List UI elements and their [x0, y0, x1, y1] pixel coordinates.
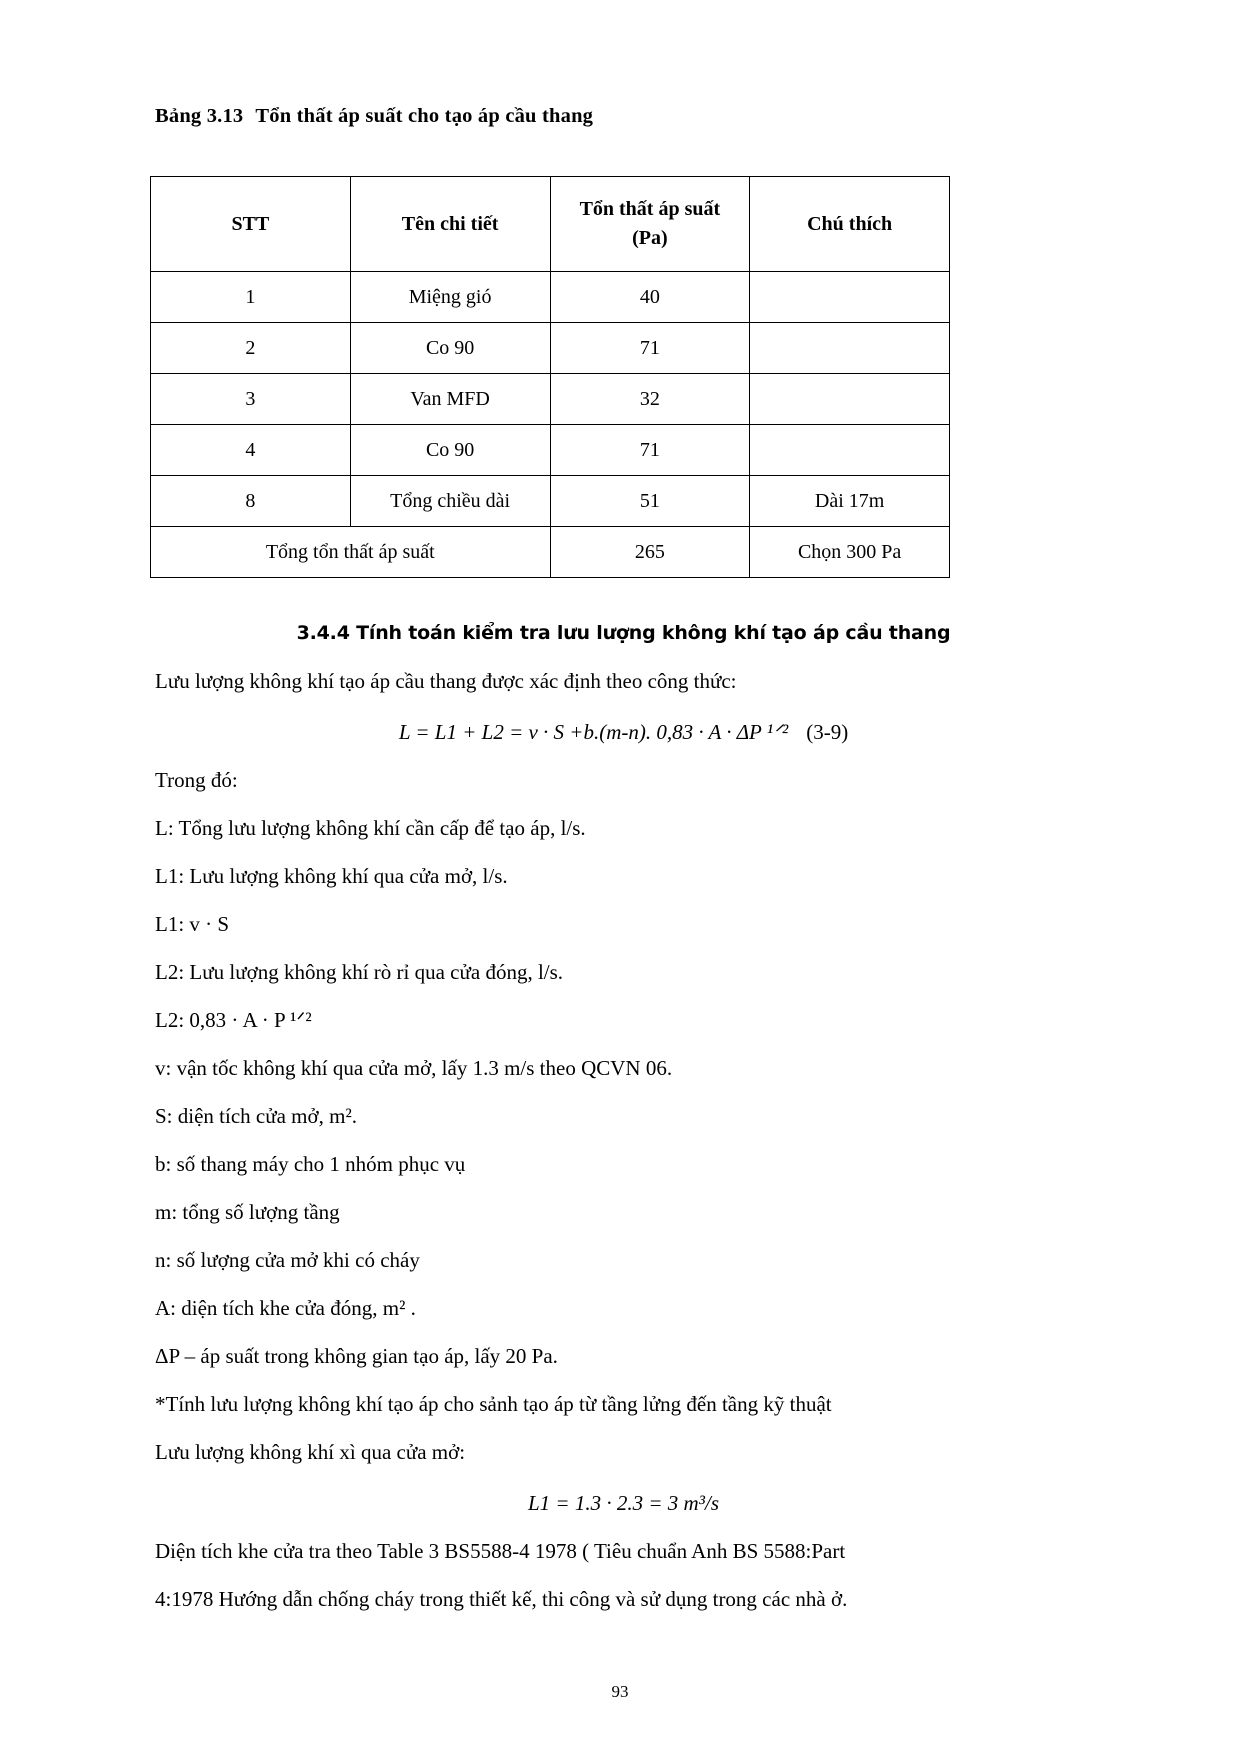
definition-v: v: vận tốc không khí qua cửa mở, lấy 1.3 m/s theo QCVN 06. — [155, 1056, 673, 1081]
section-heading: 3.4.4 Tính toán kiểm tra lưu lượng không khí tạo áp cầu thang — [296, 622, 951, 644]
pressure-loss-table — [150, 176, 950, 578]
table-row — [151, 374, 950, 425]
cell-stt: 3 — [151, 374, 351, 425]
calculation-note: *Tính lưu lượng không khí tạo áp cho sảnh tạo áp từ tầng lửng đến tầng kỹ thuật — [155, 1392, 832, 1417]
definition-S: S: diện tích cửa mở, m². — [155, 1104, 358, 1129]
cell-stt: 2 — [151, 323, 351, 374]
cell-name: Van MFD — [350, 374, 550, 425]
cell-note — [750, 425, 950, 476]
equation-main: L = L1 + L2 = v · S +b.(m-n). 0,83 · A · ΔP ¹ᐟ² — [398, 720, 789, 745]
cell-total-note: Chọn 300 Pa — [750, 527, 950, 578]
definition-n: n: số lượng cửa mở khi có cháy — [155, 1248, 420, 1273]
column-header-note: Chú thích — [750, 177, 950, 272]
cell-total-loss: 265 — [550, 527, 750, 578]
cell-stt: 8 — [151, 476, 351, 527]
equation-l1-value — [155, 1491, 1092, 1516]
cell-loss: 71 — [550, 425, 750, 476]
definition-b: b: số thang máy cho 1 nhóm phục vụ — [155, 1152, 466, 1177]
closing-paragraph-line1: Diện tích khe cửa tra theo Table 3 BS5588-4 1978 ( Tiêu chuẩn Anh BS 5588:Part — [155, 1539, 846, 1564]
cell-loss: 32 — [550, 374, 750, 425]
definition-deltaP: ΔP – áp suất trong không gian tạo áp, lấy 20 Pa. — [155, 1344, 558, 1369]
table-caption — [155, 105, 1092, 128]
table-header-row — [151, 177, 950, 272]
definition-L1: L1: Lưu lượng không khí qua cửa mở, l/s. — [155, 864, 508, 889]
closing-paragraph-line2: 4:1978 Hướng dẫn chống cháy trong thiết kế, thi công và sử dụng trong các nhà ở. — [155, 1587, 848, 1612]
table-row — [151, 272, 950, 323]
column-header-stt: STT — [151, 177, 351, 272]
table-caption-number: Bảng 3.13 — [155, 105, 244, 127]
column-header-loss-line1: Tổn thất áp suất — [579, 198, 721, 220]
cell-note — [750, 272, 950, 323]
table-row — [151, 323, 950, 374]
cell-stt: 1 — [151, 272, 351, 323]
definition-A: A: diện tích khe cửa đóng, m² . — [155, 1296, 416, 1321]
table-total-row — [151, 527, 950, 578]
where-label: Trong đó: — [155, 768, 238, 793]
column-header-name: Tên chi tiết — [350, 177, 550, 272]
table-caption-text: Tổn thất áp suất cho tạo áp cầu thang — [255, 105, 594, 127]
cell-loss: 51 — [550, 476, 750, 527]
column-header-loss-line2: (Pa) — [632, 227, 668, 249]
cell-stt: 4 — [151, 425, 351, 476]
equation-number: (3-9) — [806, 720, 849, 745]
column-header-loss — [550, 177, 750, 272]
definition-L2-formula: L2: 0,83 · A · P ¹ᐟ² — [155, 1008, 312, 1033]
cell-name: Co 90 — [350, 323, 550, 374]
cell-note — [750, 323, 950, 374]
definition-L2: L2: Lưu lượng không khí rò rỉ qua cửa đóng, l/s. — [155, 960, 564, 985]
table-row — [151, 425, 950, 476]
definition-L1-formula: L1: v · S — [155, 912, 230, 937]
cell-name: Co 90 — [350, 425, 550, 476]
page-number: 93 — [611, 1682, 629, 1701]
equation-l1-text: L1 = 1.3 · 2.3 = 3 m³/s — [528, 1491, 719, 1516]
leak-flow-label: Lưu lượng không khí xì qua cửa mở: — [155, 1440, 466, 1465]
definition-L: L: Tổng lưu lượng không khí cần cấp để tạo áp, l/s. — [155, 816, 586, 841]
cell-total-label: Tổng tổn thất áp suất — [151, 527, 551, 578]
section-intro: Lưu lượng không khí tạo áp cầu thang được xác định theo công thức: — [155, 669, 737, 693]
table-row — [151, 476, 950, 527]
cell-note — [750, 374, 950, 425]
cell-loss: 71 — [550, 323, 750, 374]
definition-m: m: tổng số lượng tầng — [155, 1200, 340, 1225]
equation-main-line — [155, 720, 1092, 745]
cell-name: Miệng gió — [350, 272, 550, 323]
cell-name: Tổng chiều dài — [350, 476, 550, 527]
cell-loss: 40 — [550, 272, 750, 323]
cell-note: Dài 17m — [750, 476, 950, 527]
